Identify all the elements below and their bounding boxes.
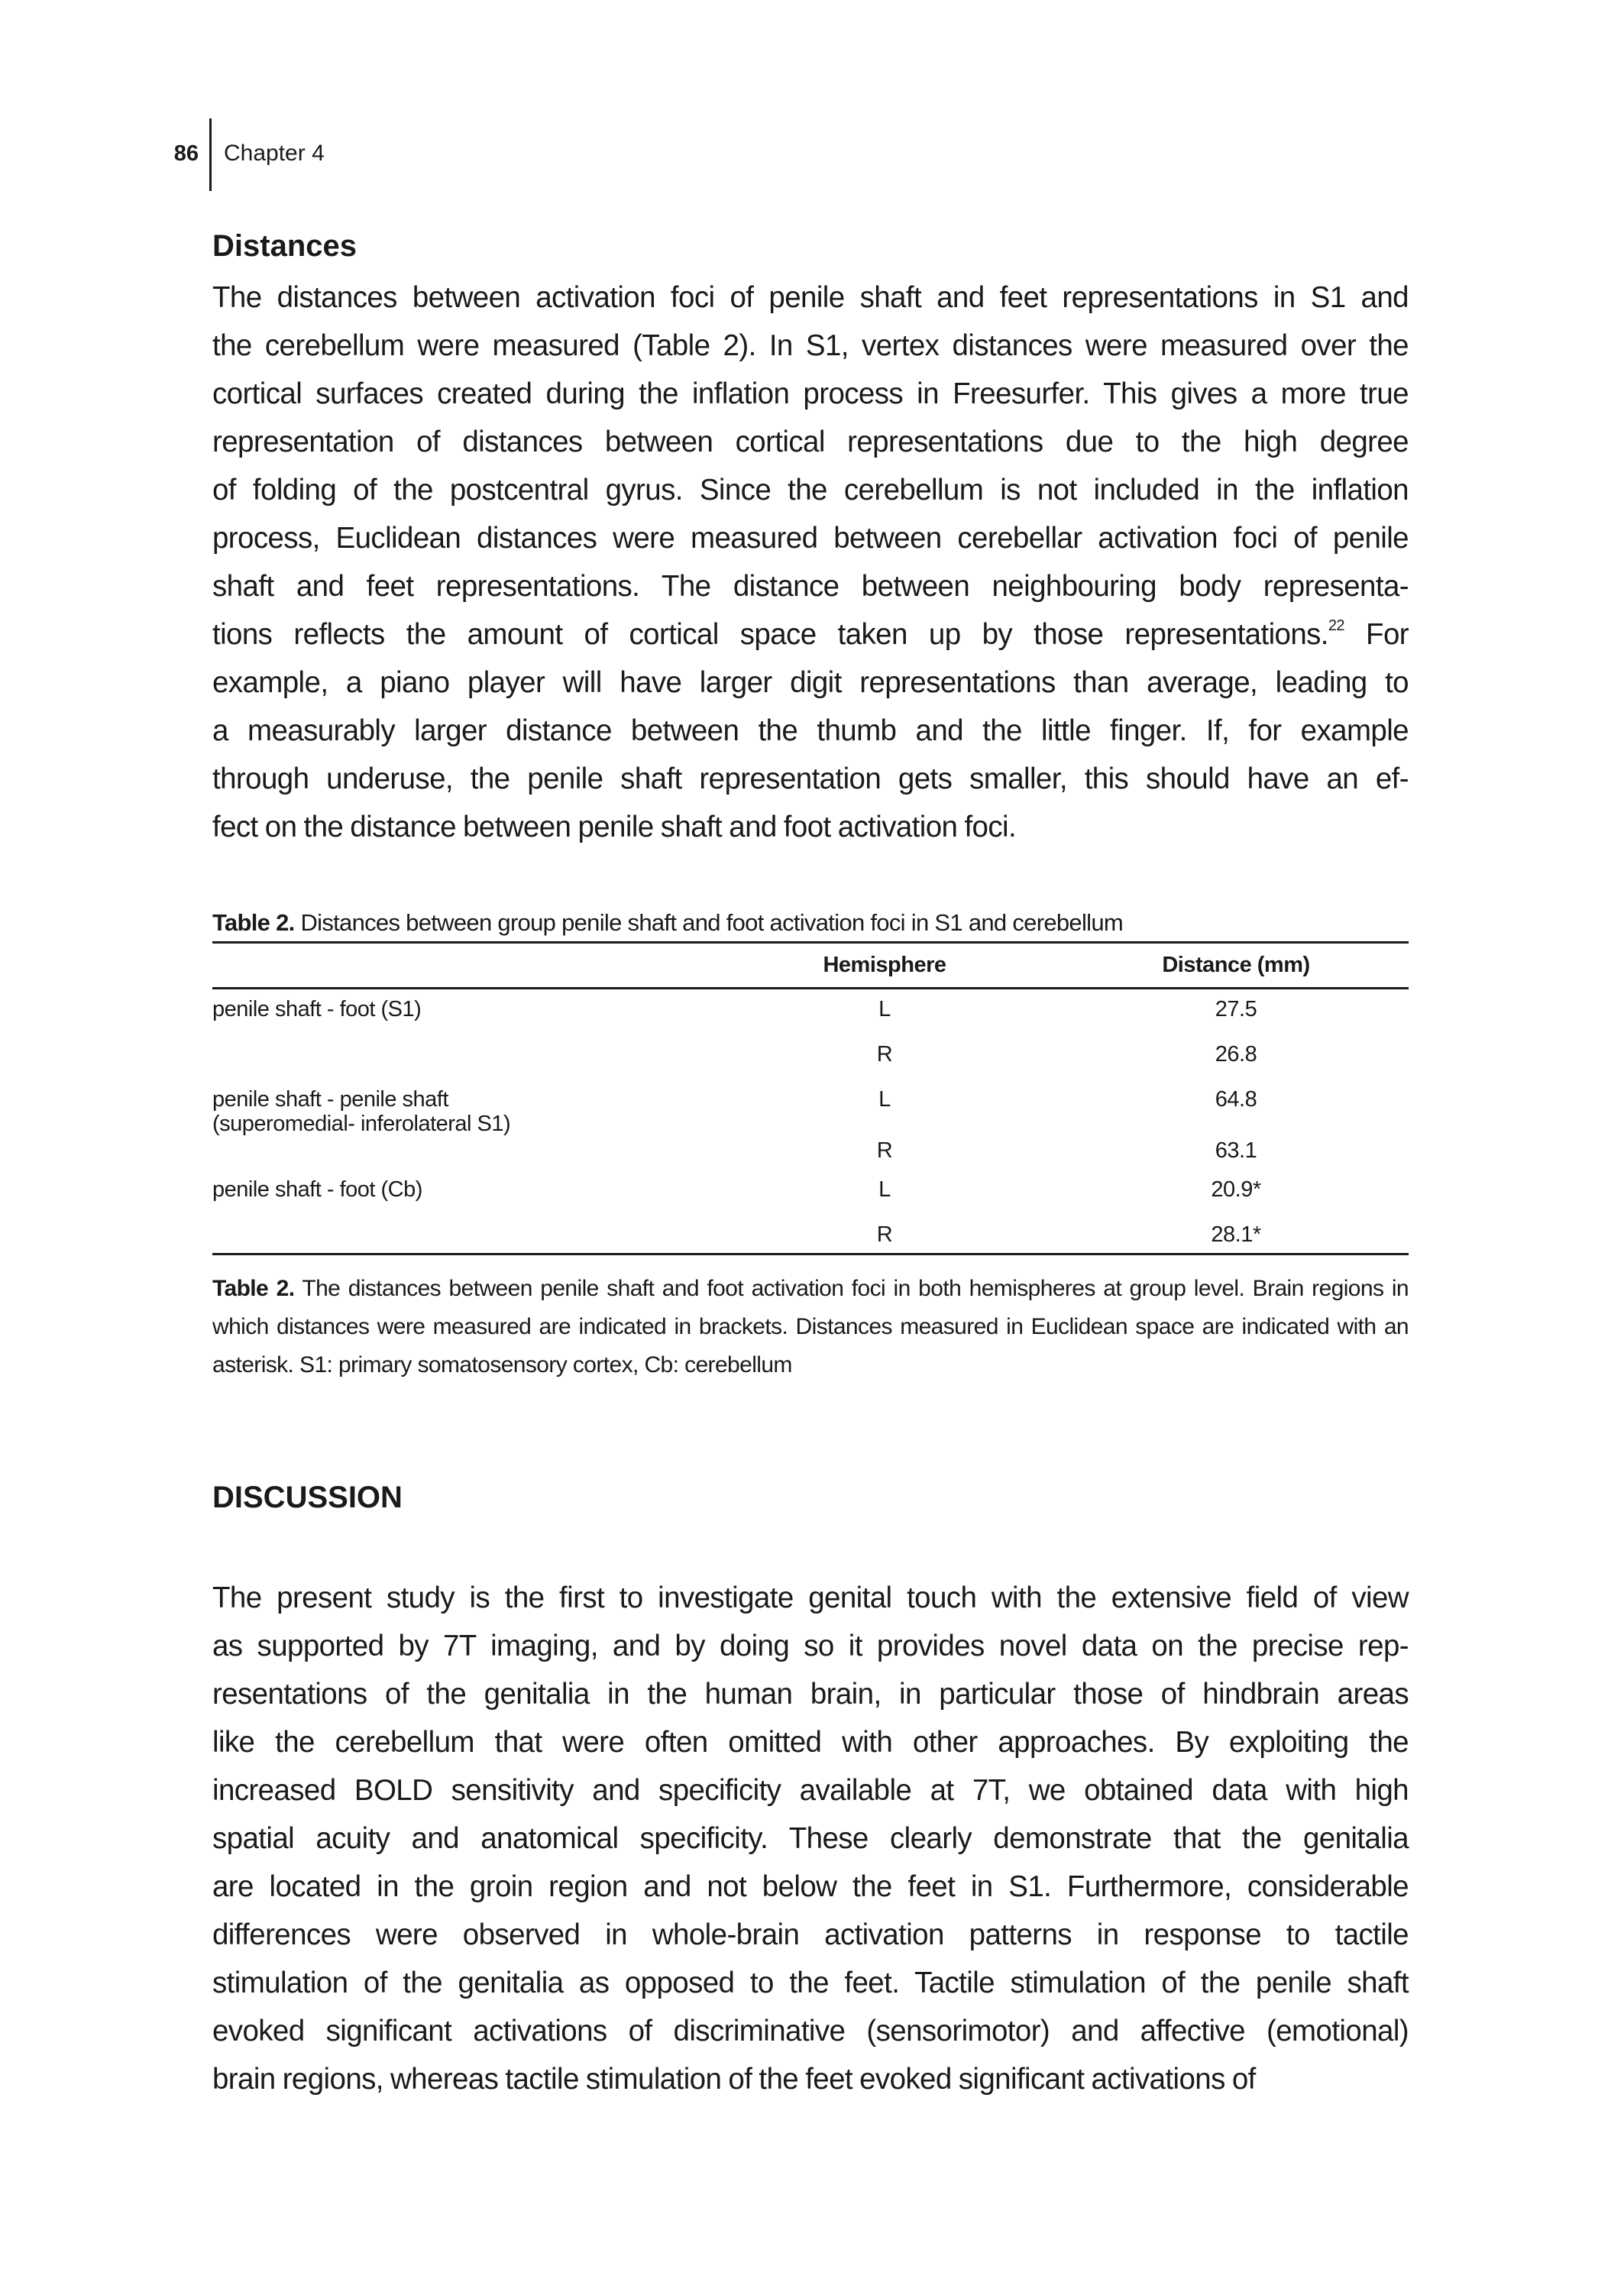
page-number: 86 <box>173 141 199 166</box>
cell-hemisphere: R <box>876 1138 893 1163</box>
cell-hemisphere: R <box>876 1042 893 1067</box>
cell-distance: 63.1 <box>1215 1138 1257 1163</box>
table-caption <box>212 1270 1409 1384</box>
section-heading-discussion: DISCUSSION <box>212 1481 403 1514</box>
text-line <box>212 274 1409 322</box>
cell-distance: 27.5 <box>1215 997 1257 1021</box>
text-line <box>212 1814 1409 1863</box>
text-line <box>212 610 1409 659</box>
text-line-content: spatial acuity and anatomical specificity. These clearly demonstrate that the genitalia <box>212 1822 1409 1855</box>
text-line <box>212 755 1409 803</box>
text-line-content: are located in the groin region and not below the feet in S1. Furthermore, considerable <box>212 1870 1409 1903</box>
text-line <box>212 370 1409 418</box>
table-title-label: Table 2. <box>212 909 295 936</box>
section-heading-distances: Distances <box>212 229 357 263</box>
cell-distance: 64.8 <box>1215 1087 1257 1112</box>
table-bottom-rule <box>212 1253 1409 1255</box>
cell-hemisphere: L <box>878 1087 891 1112</box>
cell-hemisphere: L <box>878 997 891 1021</box>
text-line-content: of folding of the postcentral gyrus. Since the cerebellum is not included in the inflation <box>212 474 1409 507</box>
running-head-divider <box>209 118 212 191</box>
table-top-rule <box>212 941 1409 944</box>
row-label: (superomedial- inferolateral S1) <box>212 1112 511 1136</box>
text-line <box>212 1718 1409 1766</box>
text-line-content: a measurably larger distance between the thumb and the little finger. If, for example <box>212 714 1409 747</box>
text-line <box>212 418 1409 466</box>
text-line-content: process, Euclidean distances were measured between cerebellar activation foci of penile <box>212 522 1409 555</box>
row-label: penile shaft - penile shaft <box>212 1087 448 1112</box>
text-line <box>212 659 1409 707</box>
text-line-content: stimulation of the genitalia as opposed to the feet. Tactile stimulation of the penile shaft <box>212 1967 1409 1999</box>
chapter-label: Chapter 4 <box>224 141 325 166</box>
cell-hemisphere: R <box>876 1222 893 1247</box>
row-label: penile shaft - foot (Cb) <box>212 1177 422 1202</box>
text-line <box>212 1574 1409 1622</box>
text-line <box>212 1911 1409 1959</box>
header-hemisphere: Hemisphere <box>823 953 946 977</box>
text-line <box>212 1766 1409 1814</box>
text-line <box>212 562 1409 610</box>
caption-label: Table 2. <box>212 1276 295 1301</box>
caption-text: The distances between penile shaft and foot activation foci in both hemispheres at group level. Brain regions in which distances were measured are indicated in brackets. Distances measured in Euclidean space are indicated with an asterisk. S1: primary somatosensory cortex, Cb: cerebellum <box>212 1276 1409 1377</box>
table-header-rule <box>212 987 1409 989</box>
text-line-content: resentations of the genitalia in the human brain, in particular those of hindbrain areas <box>212 1678 1409 1711</box>
text-line-content: differences were observed in whole-brain activation patterns in response to tactile <box>212 1918 1409 1951</box>
text-line-content: like the cerebellum that were often omitted with other approaches. By exploiting the <box>212 1726 1409 1759</box>
citation-superscript: 22 <box>1328 617 1344 634</box>
text-line <box>212 803 1409 851</box>
text-line <box>212 707 1409 755</box>
text-line-content: cortical surfaces created during the inflation process in Freesurfer. This gives a more true <box>212 377 1409 410</box>
text-line-content: The distances between activation foci of penile shaft and feet representations in S1 and <box>212 281 1409 314</box>
cell-distance: 28.1* <box>1211 1222 1261 1247</box>
text-line <box>212 322 1409 370</box>
cell-hemisphere: L <box>878 1177 891 1202</box>
row-label: penile shaft - foot (S1) <box>212 997 422 1021</box>
cell-distance: 26.8 <box>1215 1042 1257 1067</box>
text-line-content: tions reflects the amount of cortical space taken up by those representations. <box>212 618 1328 651</box>
text-line-content: fect on the distance between penile shaft and foot activation foci. <box>212 811 1017 843</box>
table-title <box>212 909 1123 937</box>
text-line-content: as supported by 7T imaging, and by doing so it provides novel data on the precise rep- <box>212 1630 1409 1662</box>
text-line <box>212 1622 1409 1670</box>
text-line-content: through underuse, the penile shaft representation gets smaller, this should have an ef- <box>212 762 1409 795</box>
text-line <box>212 1863 1409 1911</box>
text-line-content: example, a piano player will have larger digit representations than average, leading to <box>212 666 1409 699</box>
discussion-paragraph <box>212 1574 1409 2103</box>
text-line-content: increased BOLD sensitivity and specificity available at 7T, we obtained data with high <box>212 1774 1409 1807</box>
text-line-content: the cerebellum were measured (Table 2). In S1, vertex distances were measured over the <box>212 329 1409 362</box>
text-line <box>212 2007 1409 2055</box>
text-line <box>212 1959 1409 2007</box>
text-line-content: shaft and feet representations. The distance between neighbouring body representa- <box>212 570 1409 603</box>
text-line-content: evoked significant activations of discriminative (sensorimotor) and affective (emotional) <box>212 2015 1409 2048</box>
text-line <box>212 466 1409 514</box>
text-line-content: brain regions, whereas tactile stimulation of the feet evoked significant activations of <box>212 2063 1256 2096</box>
text-line-content: representation of distances between cortical representations due to the high degree <box>212 426 1409 458</box>
text-line-tail: For <box>1344 618 1409 651</box>
table-title-text: Distances between group penile shaft and foot activation foci in S1 and cerebellum <box>294 909 1123 936</box>
cell-distance: 20.9* <box>1211 1177 1261 1202</box>
text-line <box>212 2055 1409 2103</box>
distances-paragraph <box>212 274 1409 851</box>
text-line <box>212 1670 1409 1718</box>
header-distance: Distance (mm) <box>1162 953 1310 977</box>
text-line <box>212 514 1409 562</box>
text-line-content: The present study is the first to investigate genital touch with the extensive field of view <box>212 1581 1409 1614</box>
